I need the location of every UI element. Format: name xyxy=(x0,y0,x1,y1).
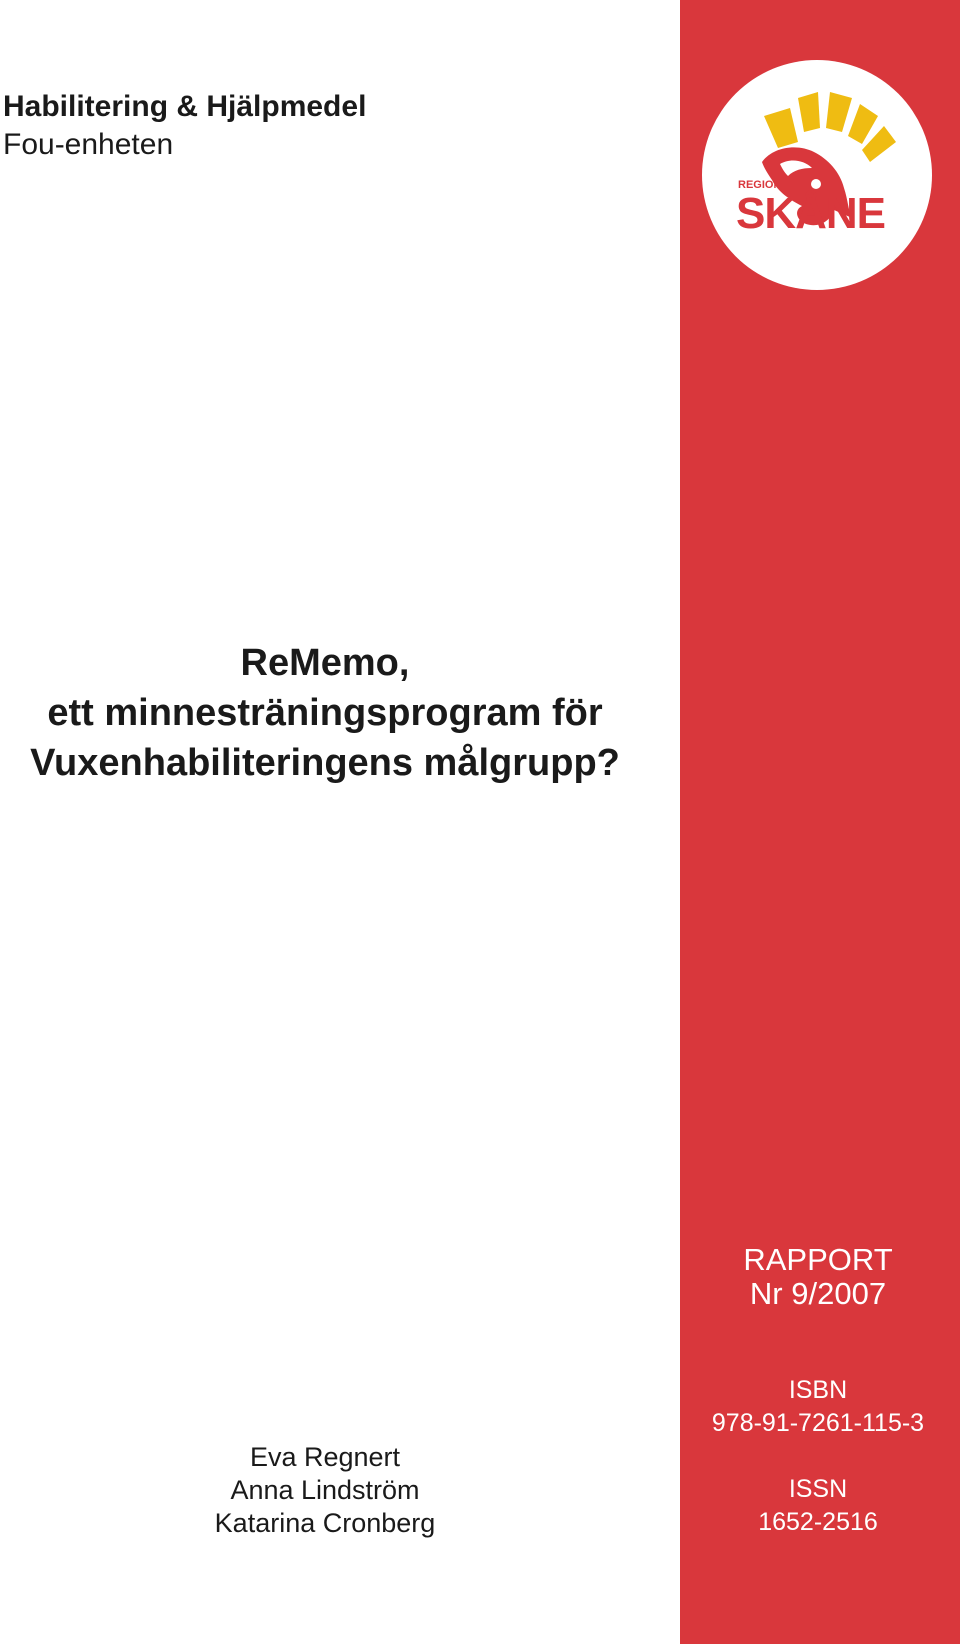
author-name: Katarina Cronberg xyxy=(214,1508,436,1538)
report-label: RAPPORT xyxy=(743,1242,893,1277)
report-title-line-2: ett minnesträningsprogram för xyxy=(47,692,603,734)
author-list xyxy=(0,1441,650,1540)
report-title xyxy=(0,638,650,788)
logo-region-text: REGION xyxy=(738,179,782,191)
report-number-block xyxy=(680,1243,956,1311)
report-title-line-1: ReMemo, xyxy=(240,642,410,684)
organization-name: Habilitering & Hjälpmedel xyxy=(3,90,367,123)
organization-header xyxy=(3,88,366,164)
region-skane-logo xyxy=(702,60,932,290)
report-title-line-3: Vuxenhabiliteringens målgrupp? xyxy=(30,742,620,784)
griffin-sun-icon xyxy=(702,60,932,290)
organization-unit: Fou-enheten xyxy=(3,128,174,161)
red-side-band xyxy=(680,0,960,1644)
author-name: Anna Lindström xyxy=(230,1475,420,1505)
identifier-block xyxy=(680,1374,956,1539)
author-name: Eva Regnert xyxy=(249,1442,401,1472)
logo-skane-text: SKÅNE xyxy=(736,189,886,238)
issn-value: 1652-2516 xyxy=(758,1508,878,1536)
report-number: Nr 9/2007 xyxy=(749,1276,887,1311)
isbn-value: 978-91-7261-115-3 xyxy=(711,1409,925,1437)
isbn-label: ISBN xyxy=(788,1376,848,1404)
issn-label: ISSN xyxy=(788,1475,848,1503)
